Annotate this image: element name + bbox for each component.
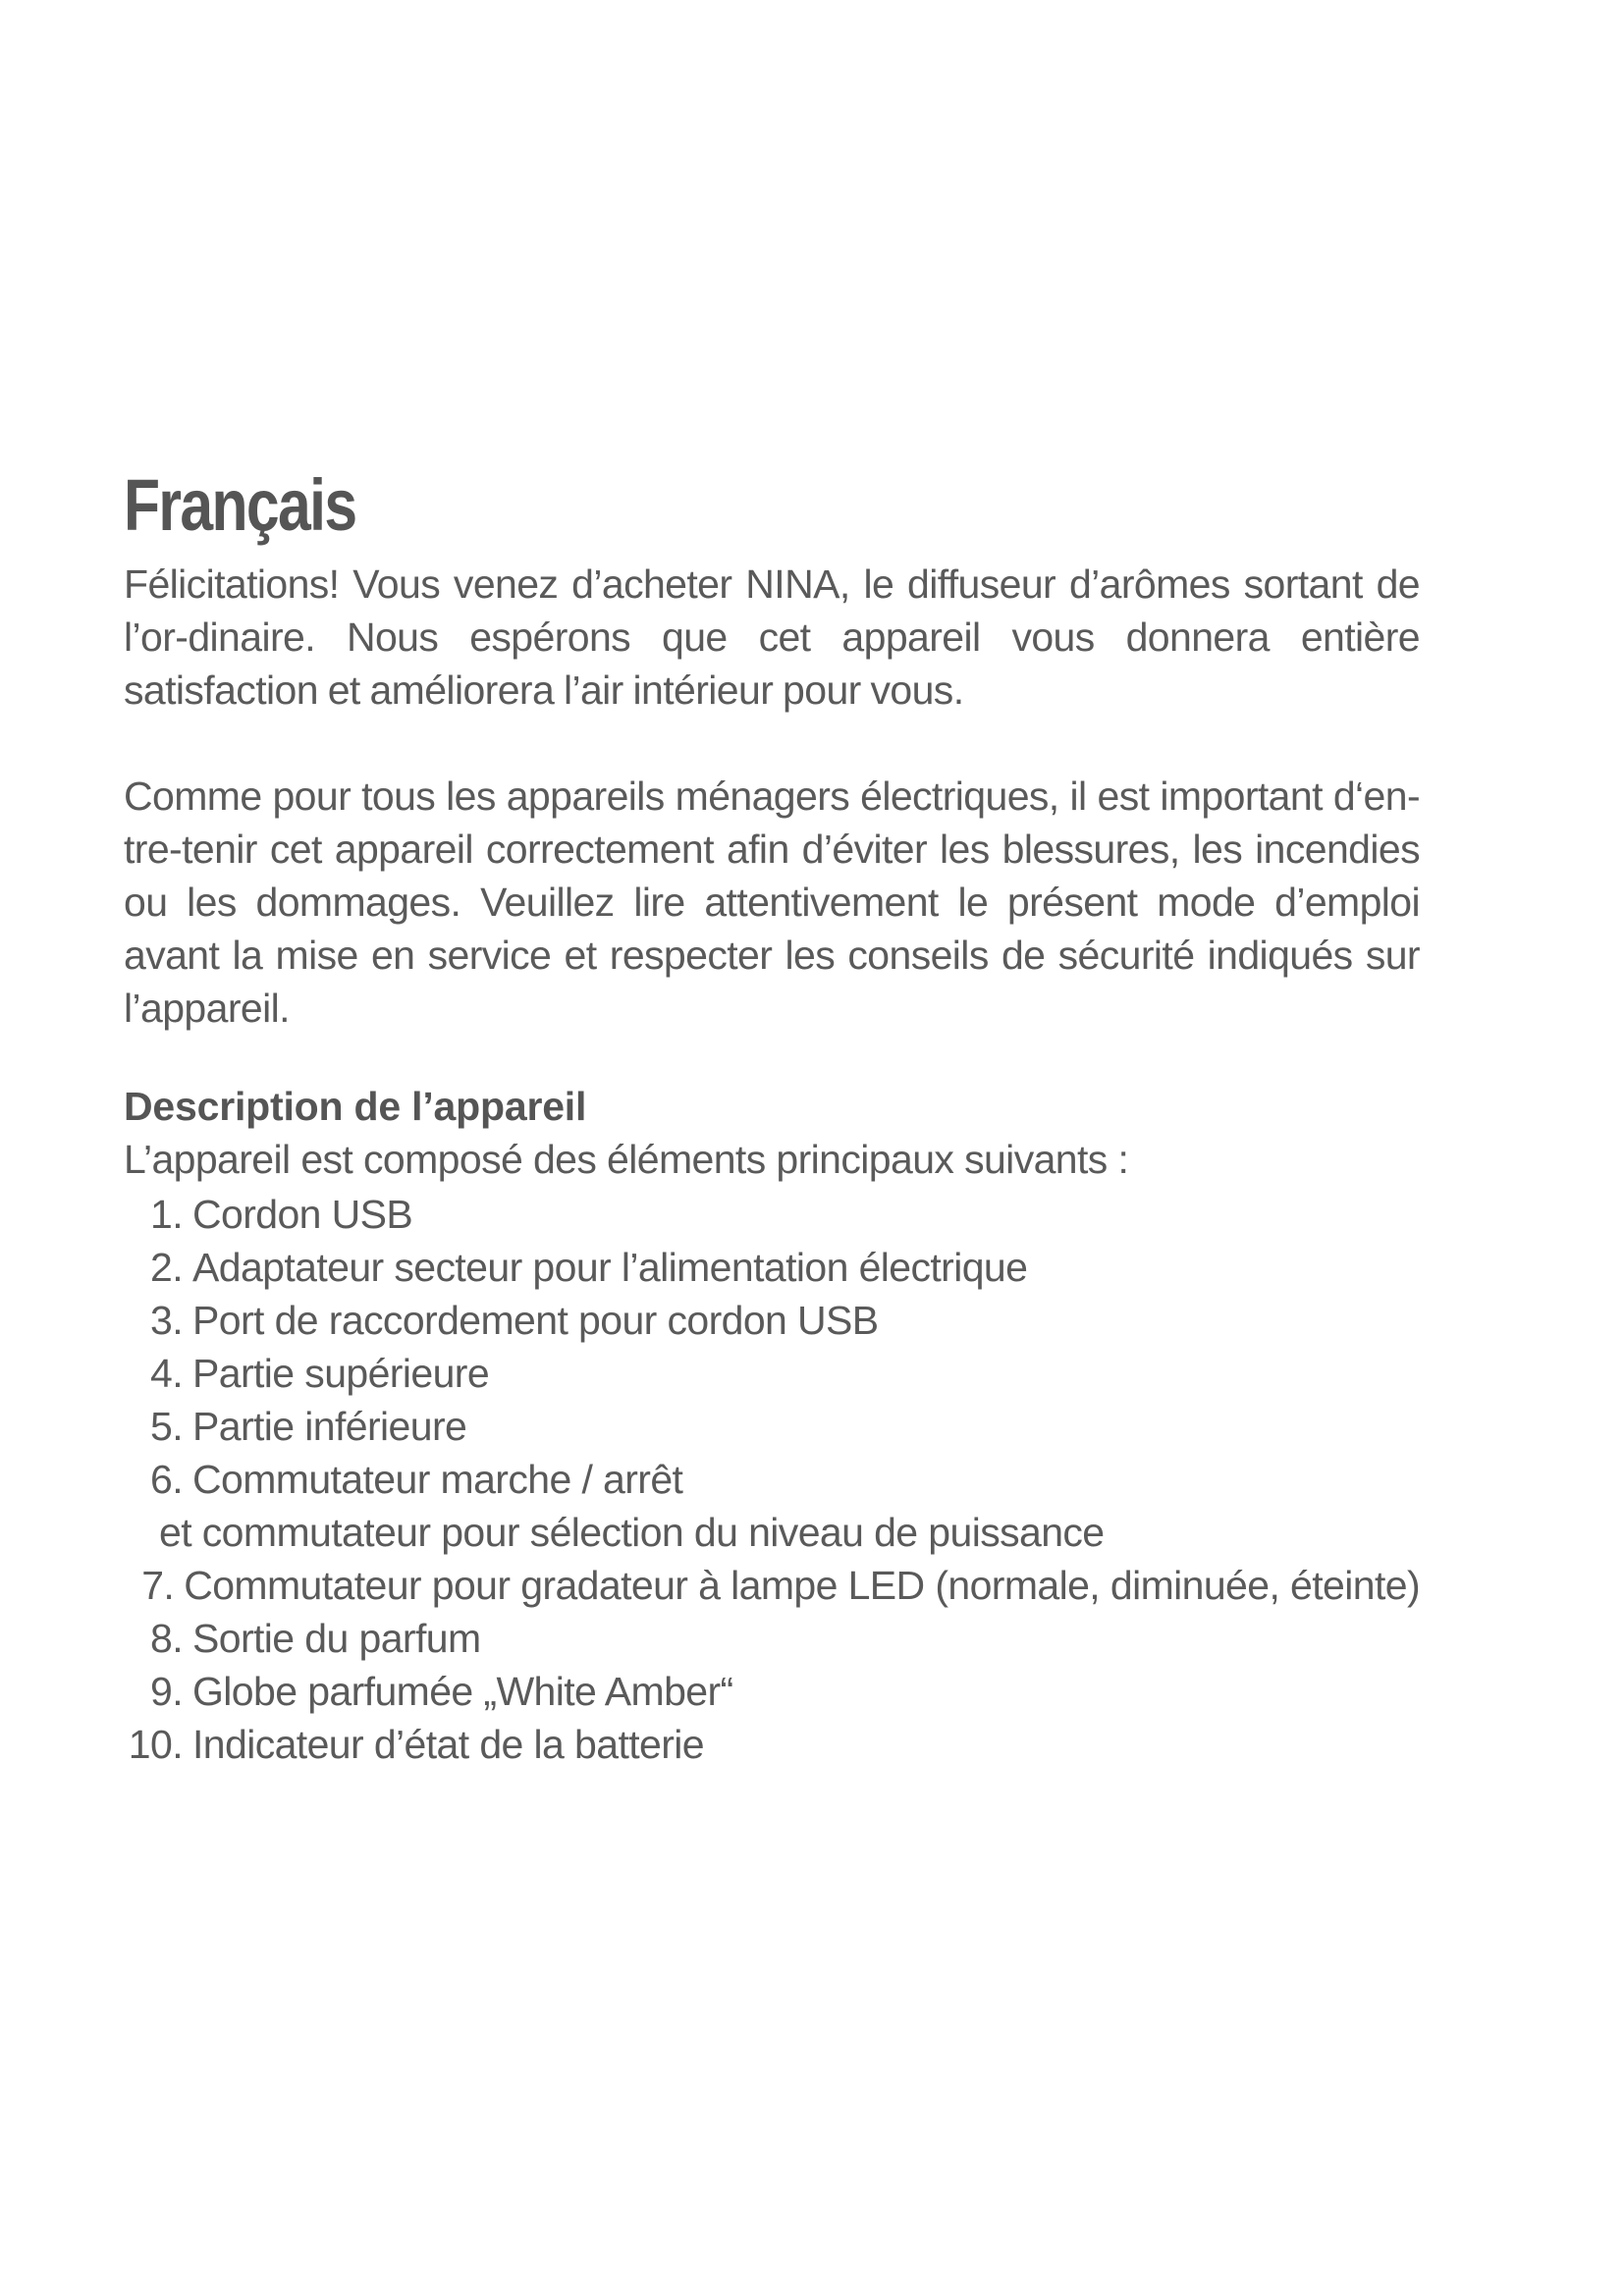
item-text: Sortie du parfum: [192, 1616, 481, 1661]
list-item: [124, 1612, 1420, 1665]
list-item: [124, 1188, 1420, 1241]
item-number: 6.: [150, 1457, 183, 1502]
item-text: Commutateur marche / arrêt: [192, 1457, 683, 1502]
list-item: [124, 1718, 1420, 1771]
item-text: Cordon USB: [192, 1192, 413, 1237]
item-text: et commutateur pour sélection du niveau de puissance: [159, 1510, 1105, 1555]
item-text: Adaptateur secteur pour l’alimentation électrique: [192, 1245, 1028, 1290]
list-item: [124, 1559, 1420, 1612]
item-text: Partie inférieure: [192, 1404, 467, 1449]
item-number: 4.: [150, 1351, 183, 1396]
document-page: [124, 461, 1420, 1771]
item-number: 8.: [150, 1616, 183, 1661]
list-item: [124, 1347, 1420, 1400]
list-item-continuation: [124, 1506, 1420, 1559]
item-number: 7.: [141, 1563, 175, 1608]
item-number: 9.: [150, 1669, 183, 1714]
item-number: 5.: [150, 1404, 183, 1449]
item-number: 10.: [128, 1722, 183, 1767]
list-item: [124, 1241, 1420, 1294]
list-item: [124, 1453, 1420, 1506]
item-number: 3.: [150, 1298, 183, 1343]
item-text: Commutateur pour gradateur à lampe LED (normale, diminuée, éteinte): [184, 1563, 1420, 1608]
list-item: [124, 1665, 1420, 1718]
component-list: [124, 1188, 1420, 1771]
list-item: [124, 1294, 1420, 1347]
list-item: [124, 1400, 1420, 1453]
item-text: Partie supérieure: [192, 1351, 490, 1396]
item-text: Globe parfumée „White Amber“: [192, 1669, 733, 1714]
item-text: Port de raccordement pour cordon USB: [192, 1298, 879, 1343]
item-number: 2.: [150, 1245, 183, 1290]
intro-paragraph: Félicitations! Vous venez d’acheter NINA, le diffuseur d’arômes sortant de l’or-dinaire. Nous espérons que cet appareil vous donnera entière satisfaction et améliorera l’air intérieur pour vous.: [124, 561, 1420, 713]
maintenance-paragraph: Comme pour tous les appareils ménagers électriques, il est important d‘en-tre-tenir cet appareil correctement afin d’éviter les blessures, les incendies ou les dommages. Veuillez lire attentivement le présent mode d’emploi avant la mise en service et respecter les conseils de sécurité indiqués sur l’appareil.: [124, 774, 1420, 1031]
page-title: Français: [124, 464, 356, 546]
section-heading: Description de l’appareil: [124, 1084, 587, 1129]
section-intro: L’appareil est composé des éléments principaux suivants :: [124, 1137, 1129, 1182]
item-text: Indicateur d’état de la batterie: [192, 1722, 704, 1767]
item-number: 1.: [150, 1192, 183, 1237]
